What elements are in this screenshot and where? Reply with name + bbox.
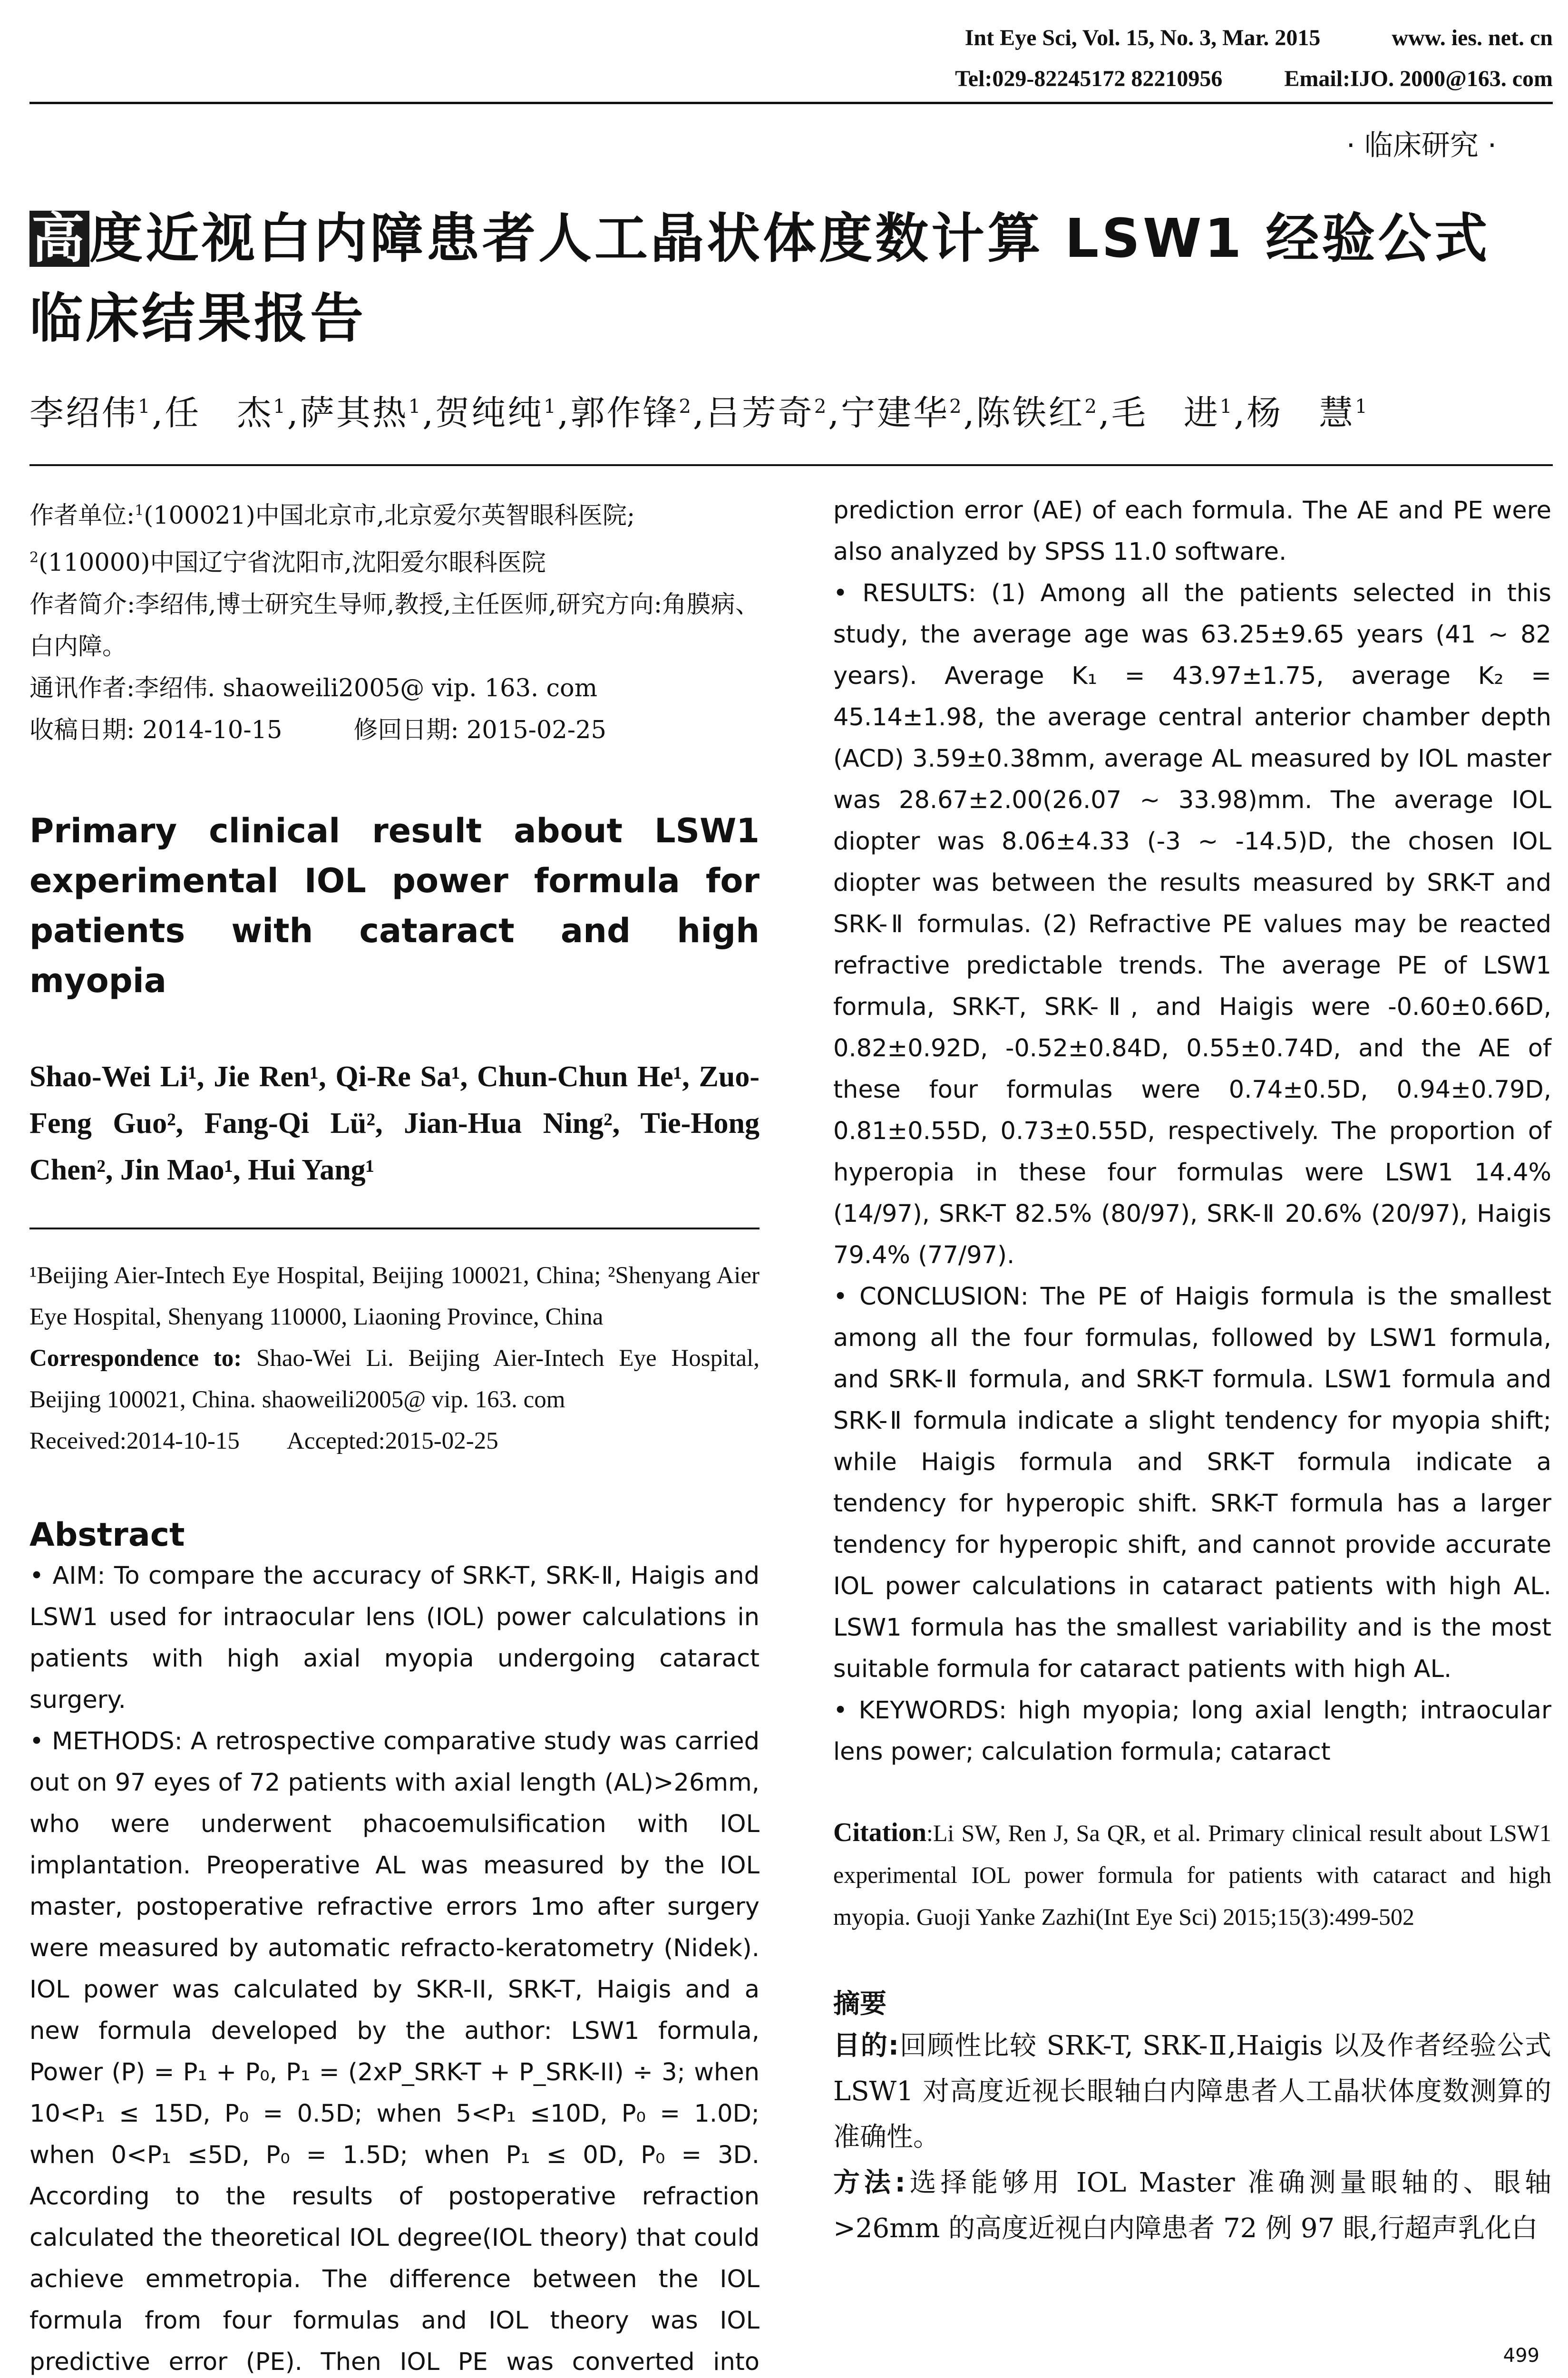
abstract-results: • RESULTS: (1) Among all the patients selected in this study, the average age was 63.25±9.65 years (41 ~ 82 years). Average K₁ = 43.97±1.75, average K₂ = 45.14±1.98, the average central anterior chamber depth (ACD) 3.59±0.38mm, average AL measured by IOL master was 28.67±2.00(26.07 ~ 33.98)mm. The average IOL diopter was 8.06±4.33 (-3 ~ -14.5)D, the chosen IOL diopter was between the results measured by SRK-T and SRK-Ⅱ formulas. (2) Refractive PE values may be reacted refractive predictable trends. The average PE of LSW1 formula, SRK-T, SRK-Ⅱ, and Haigis were -0.60±0.66D, 0.82±0.92D, -0.52±0.84D, 0.55±0.74D, and the AE of these four formulas were 0.74±0.5D, 0.94±0.79D, 0.81±0.55D, 0.73±0.55D, respectively. The proportion of hyperopia in these four formulas were LSW1 14.4% (14/97), SRK-T 82.5% (80/97), SRK-Ⅱ 20.6% (20/97), Haigis 79.4% (77/97). [833,579,1551,1269]
page-number: 499 [1503,2345,1539,2367]
author-affiliation-mark: 2 [1084,396,1099,418]
author-affiliation-mark: 2 [949,396,964,418]
affiliations-en [29,1255,760,1462]
title-rule [29,464,1553,466]
article-title-en: Primary clinical result about LSW1 experimental IOL power formula for patients with cataract and high myopia [29,811,760,1000]
cn-abstract-heading: 摘要 [833,1988,886,2019]
abstract-methods: • METHODS: A retrospective comparative study was carried out on 97 eyes of 72 patients with axial length (AL)>26mm, who were underwent phacoemulsification with IOL implantation. Preoperative AL was measured by the IOL master, postoperative refractive errors 1mo after surgery were measured by automatic refracto-keratometry (Nidek). IOL power was calculated by SKR-II, SRK-T, Haigis and a new formula developed by the author: LSW1 formula, Power (P) = P₁ + P₀, P₁ = (2xP_SRK-T + P_SRK-II) ÷ 3; when 10<P₁ ≤ 15D, P₀ = 0.5D; when 5<P₁ ≤10D, P₀ = 1.0D; when 0<P₁ ≤5D, P₀ = 1.5D; when P₁ ≤ 0D, P₀ = 3D. According to the results of postoperative refraction calculated the theoretical IOL degree(IOL theory) that could achieve emmetropia. The difference between the IOL formula from four formulas and IOL theory was IOL predictive error (PE). Then IOL PE was converted into [29,1727,760,2376]
author-cn: 任 杰$^1$ [165,393,287,433]
author-cn: 郭作锋$^2$ [570,393,693,433]
submission-dates: 收稿日期: 2014-10-15 修回日期: 2015-02-25 [29,716,606,744]
author-affiliation-mark: 1 [138,396,152,418]
title-text: 度近视白内障患者人工晶状体度数计算 LSW1 经验公式临床结果报告 [29,208,1490,350]
author-affiliation-mark: 2 [814,396,828,418]
author-cn: 吕芳奇$^2$ [705,393,828,433]
abstract-heading: Abstract [29,1516,185,1554]
cn-abstract-aim: 目的:回顾性比较 SRK-T, SRK-Ⅱ,Haigis 以及作者经验公式 LSW1 对高度近视长眼轴白内障患者人工晶状体度数测算的准确性。 [833,2030,1551,2153]
abstract-aim: • AIM: To compare the accuracy of SRK-T, SRK-Ⅱ, Haigis and LSW1 used for intraocular lens (IOL) power calculations in patients with high axial myopia undergoing cataract surgery. [29,1562,760,1714]
author-cn: 毛 进$^1$ [1111,393,1234,433]
author-affiliation-mark: 1 [1219,396,1234,418]
author-unit-2: $^2$(110000)中国辽宁省沈阳市,沈阳爱尔眼科医院 [29,549,546,577]
journal-header-line1 [965,25,1553,51]
abstract-right [833,490,1551,1773]
right-column [833,490,1551,2251]
section-tag: · 临床研究 · [1346,129,1497,162]
author-cn: 李绍伟$^1$ [29,393,152,433]
journal-tel: Tel:029-82245172 82210956 [955,66,1223,91]
header-rule [29,102,1553,104]
abstract-methods-cont: prediction error (AE) of each formula. The AE and PE were also analyzed by SPSS 11.0 software. [833,497,1551,566]
authors-en: Shao-Wei Li¹, Jie Ren¹, Qi-Re Sa¹, Chun-Chun He¹, Zuo-Feng Guo², Fang-Qi Lü², Jian-Hua Ning², Tie-Hong Chen², Jin Mao¹, Hui Yang¹ [29,1061,760,1186]
author-affiliation-mark: 1 [1355,396,1369,418]
author-affiliation-mark: 1 [408,396,423,418]
title-drop-char: 高 [29,211,89,267]
cn-abstract [833,2023,1551,2251]
received-accepted: Received:2014-10-15 Accepted:2015-02-25 [29,1428,498,1454]
authors-cn: 李绍伟$^1$,任 杰$^1$,萨其热$^1$,贺纯纯$^1$,郭作锋$^2$,吕芳奇$^2$,宁建华$^2$,陈铁红$^2$,毛 进$^1$,杨 慧$^1$ [29,393,1369,433]
author-affiliation-mark: 1 [273,396,287,418]
journal-email[interactable]: Email:IJO. 2000@163. com [1284,66,1553,91]
citation: Citation:Li SW, Ren J, Sa QR, et al. Primary clinical result about LSW1 experimental IOL power formula for patients with cataract and high myopia. Guoji Yanke Zazhi(Int Eye Sci) 2015;15(3):499-502 [833,1818,1551,1930]
abstract-left [29,1555,760,2378]
correspondence: Correspondence to: Shao-Wei Li. Beijing Aier-Intech Eye Hospital, Beijing 100021, China. shaoweili2005@ vip. 163. com [29,1345,760,1413]
author-bio: 作者简介:李绍伟,博士研究生导师,教授,主任医师,研究方向:角膜病、白内障。 [29,591,760,661]
affiliation-text: ¹Beijing Aier-Intech Eye Hospital, Beijing 100021, China; ²Shenyang Aier Eye Hospital, Shenyang 110000, Liaoning Province, China [29,1262,760,1330]
author-affiliation-mark: 1 [544,396,558,418]
left-column [29,490,760,2378]
abstract-keywords: • KEYWORDS: high myopia; long axial length; intraocular lens power; calculation formula; cataract [833,1696,1551,1766]
journal-header-line2 [955,66,1553,92]
journal-website[interactable]: www. ies. net. cn [1392,25,1553,50]
author-rule [29,1228,760,1229]
corresponding-author: 通讯作者:李绍伟. shaoweili2005@ vip. 163. com [29,674,598,702]
author-cn: 宁建华$^2$ [841,393,964,433]
abstract-conclusion: • CONCLUSION: The PE of Haigis formula is the smallest among all the four formulas, followed by LSW1 formula, and SRK-Ⅱ formula, and SRK-T formula. LSW1 formula and SRK-Ⅱ formula indicate a slight tendency for myopia shift; while Haigis formula and SRK-T formula indicate a tendency for hyperopic shift. SRK-T formula has a larger tendency for hyperopic shift, and cannot provide accurate IOL power calculations in cataract patients with high AL. LSW1 formula has the smallest variability and is the most suitable formula for cataract patients with high AL. [833,1283,1551,1683]
author-cn: 贺纯纯$^1$ [435,393,558,433]
author-affiliation-mark: 2 [679,396,693,418]
author-cn: 陈铁红$^2$ [976,393,1099,433]
author-unit-1: 作者单位:$^1$(100021)中国北京市,北京爱尔英智眼科医院; [29,502,635,530]
journal-citation: Int Eye Sci, Vol. 15, No. 3, Mar. 2015 [964,25,1321,50]
article-title-cn [29,199,1537,359]
author-cn: 杨 慧$^1$ [1247,393,1369,433]
cn-author-info [29,490,760,751]
author-cn: 萨其热$^1$ [300,393,423,433]
cn-abstract-method: 方法:选择能够用 IOL Master 准确测量眼轴的、眼轴>26mm 的高度近视白内障患者 72 例 97 眼,行超声乳化白 [833,2167,1551,2244]
